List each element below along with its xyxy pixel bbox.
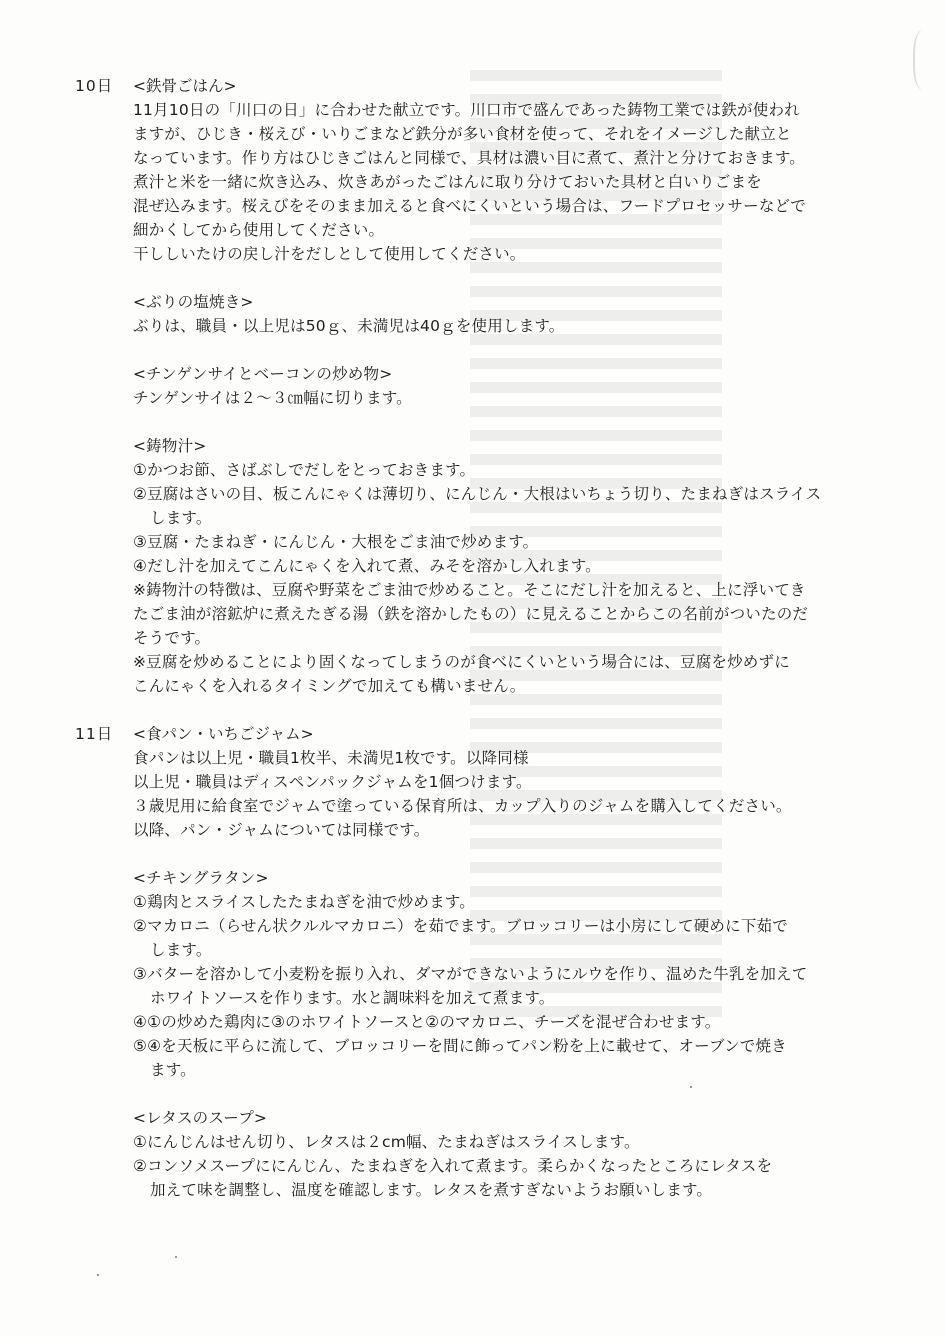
body-line: 以降、パン・ジャムについては同様です。	[133, 821, 430, 839]
body-line: 細かくしてから使用してください。	[133, 221, 385, 239]
menu-title: <チンゲンサイとベーコンの炒め物>	[133, 365, 393, 383]
day-heading-11	[75, 722, 314, 746]
scan-speck	[97, 1274, 99, 1276]
scan-speck	[175, 1256, 177, 1258]
body-line: 干ししいたけの戻し汁をだしとして使用してください。	[133, 245, 526, 263]
menu-title: <鉄骨ごはん>	[133, 77, 237, 95]
step-line: ①鶏肉とスライスしたたまねぎを油で炒めます。	[133, 893, 475, 911]
day-label: 11日	[75, 725, 114, 743]
menu-title: <レタスのスープ>	[133, 1109, 268, 1127]
menu-title: <チキングラタン>	[133, 869, 269, 887]
menu-title: <鋳物汁>	[133, 437, 207, 455]
step-line: します。	[150, 941, 212, 959]
step-line: ①かつお節、さばぶしでだしをとっておきます。	[133, 461, 476, 479]
step-line: ④①の炒めた鶏肉に③のホワイトソースと②のマカロニ、チーズを混ぜ合わせます。	[133, 1013, 721, 1031]
menu-title: <食パン・いちごジャム>	[133, 725, 314, 743]
body-line: チンゲンサイは２～３㎝幅に切ります。	[133, 389, 412, 407]
body-line: ぶりは、職員・以上児は50ｇ、未満児は40ｇを使用します。	[133, 317, 565, 335]
step-line: ②豆腐はさいの目、板こんにゃくは薄切り、にんじん・大根はいちょう切り、たまねぎはスライス	[133, 485, 822, 503]
body-line: 11月10日の「川口の日」に合わせた献立です。川口市で盛んであった鋳物工業では鉄が使われ	[133, 101, 800, 119]
scan-speck	[690, 1086, 692, 1088]
note-line: ※鋳物汁の特徴は、豆腐や野菜をごま油で炒めること。そこにだし汁を加えると、上に浮いてき	[133, 581, 806, 599]
step-line: ①にんじんはせん切り、レタスは２cm幅、たまねぎはスライスします。	[133, 1133, 640, 1151]
body-line: 煮汁と米を一緒に炊き込み、炊きあがったごはんに取り分けておいた具材と白いりごまを	[133, 173, 762, 191]
step-line: します。	[150, 509, 212, 527]
body-line: 食パンは以上児・職員1枚半、未満児1枚です。以降同様	[133, 749, 529, 767]
note-line: こんにゃくを入れるタイミングで加えても構いません。	[133, 677, 526, 695]
body-line: 以上児・職員はディスペンパックジャムを1個つけます。	[133, 773, 532, 791]
step-line: ③バターを溶かして小麦粉を振り入れ、ダマができないようにルウを作り、温めた牛乳を加えて	[133, 965, 808, 983]
body-line: 混ぜ込みます。桜えびをそのまま加えると食べにくいという場合は、フードプロセッサーなどで	[133, 197, 806, 215]
step-line: ③豆腐・たまねぎ・にんじん・大根をごま油で炒めます。	[133, 533, 539, 551]
note-line: ※豆腐を炒めることにより固くなってしまうのが食べにくいという場合には、豆腐を炒めずに	[133, 653, 790, 671]
menu-title: <ぶりの塩焼き>	[133, 293, 254, 311]
note-line: たごま油が溶鉱炉に煮えたぎる湯（鉄を溶かしたもの）に見えることからこの名前がついたのだ	[133, 605, 809, 623]
step-line: ます。	[150, 1061, 196, 1079]
step-line: ②コンソメスープににんじん、たまねぎを入れて煮ます。柔らかくなったところにレタスを	[133, 1157, 773, 1175]
day-heading-10	[75, 74, 236, 98]
scan-edge-mark	[913, 30, 937, 90]
day-label: 10日	[75, 77, 114, 95]
step-line: 加えて味を調整し、温度を確認します。レタスを煮すぎないようお願いします。	[150, 1181, 713, 1199]
body-line: なっています。作り方はひじきごはんと同様で、具材は濃い目に煮て、煮汁と分けておきます。	[133, 149, 806, 167]
body-line: ますが、ひじき・桜えび・いりごまなど鉄分が多い食材を使って、それをイメージした献立と	[133, 125, 792, 143]
step-line: ④だし汁を加えてこんにゃくを入れて煮、みそを溶かし入れます。	[133, 557, 601, 575]
step-line: ②マカロニ（らせん状クルルマカロニ）を茹でます。ブロッコリーは小房にして硬めに下茹で	[133, 917, 788, 935]
step-line: ホワイトソースを作ります。水と調味料を加えて煮ます。	[150, 989, 555, 1007]
step-line: ⑤④を天板に平らに流して、ブロッコリーを間に飾ってパン粉を上に載せて、オーブンで焼き	[133, 1037, 787, 1055]
body-line: ３歳児用に給食室でジャムで塗っている保育所は、カップ入りのジャムを購入してください。	[133, 797, 792, 815]
note-line: そうです。	[133, 629, 211, 647]
